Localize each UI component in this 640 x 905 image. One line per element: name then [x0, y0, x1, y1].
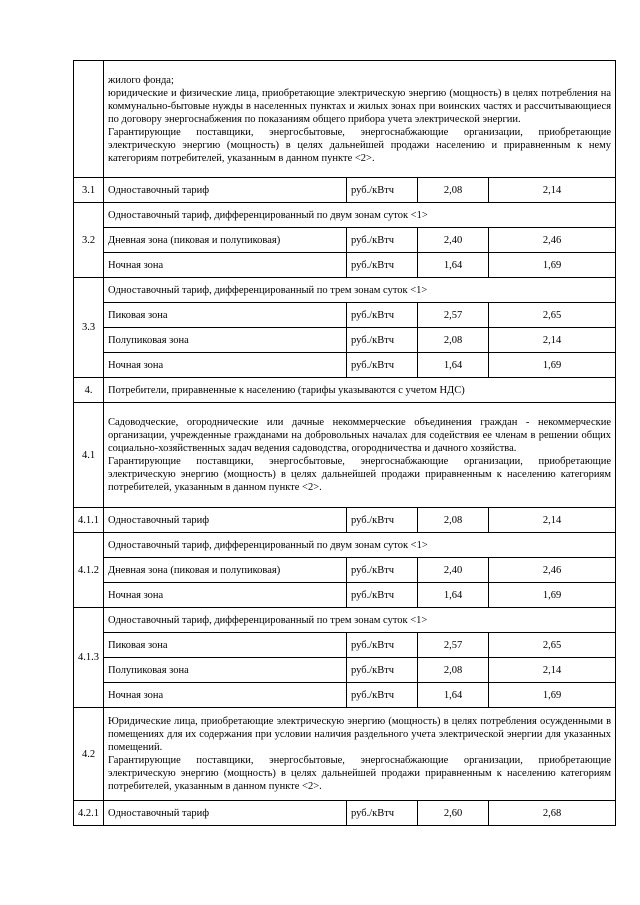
tariff-unit: руб./кВтч	[347, 228, 418, 253]
tariff-name: Одноставочный тариф	[104, 508, 347, 533]
table-row	[74, 533, 616, 558]
tariff-value-1: 2,08	[418, 328, 489, 353]
tariff-value-2: 2,68	[489, 801, 616, 826]
tariff-value-2: 2,14	[489, 658, 616, 683]
row-number: 4.1.1	[74, 508, 104, 533]
tariff-value-2: 1,69	[489, 583, 616, 608]
tariff-group-header: Одноставочный тариф, дифференцированный по трем зонам суток <1>	[104, 278, 616, 303]
tariff-unit: руб./кВтч	[347, 253, 418, 278]
table-row	[74, 608, 616, 633]
tariff-unit: руб./кВтч	[347, 328, 418, 353]
row-number-cell	[74, 61, 104, 178]
tariff-value-2: 2,14	[489, 328, 616, 353]
tariff-name: Полупиковая зона	[104, 328, 347, 353]
tariff-unit: руб./кВтч	[347, 683, 418, 708]
table-row	[74, 633, 616, 658]
table-row	[74, 378, 616, 403]
tariff-value-1: 2,40	[418, 228, 489, 253]
tariff-name: Пиковая зона	[104, 633, 347, 658]
table-row	[74, 801, 616, 826]
table-row	[74, 178, 616, 203]
row-number: 3.3	[74, 278, 104, 378]
section-title: Потребители, приравненные к населению (тарифы указываются с учетом НДС)	[104, 378, 616, 403]
description-line: Гарантирующие поставщики, энергосбытовые, энергоснабжающие организации, приобретающие электрическую энергию (мощность) в целях дальнейшей продажи приравненным к населению категориям потребителей, указанным в данном пункте <2>.	[108, 456, 612, 493]
tariff-group-header: Одноставочный тариф, дифференцированный по двум зонам суток <1>	[104, 533, 616, 558]
tariff-value-1: 1,64	[418, 253, 489, 278]
table-row	[74, 658, 616, 683]
tariff-unit: руб./кВтч	[347, 178, 418, 203]
table-row	[74, 353, 616, 378]
tariff-value-1: 2,08	[418, 508, 489, 533]
row-number: 3.2	[74, 203, 104, 278]
row-number: 4.2.1	[74, 801, 104, 826]
table-row	[74, 228, 616, 253]
tariff-unit: руб./кВтч	[347, 583, 418, 608]
table-row	[74, 203, 616, 228]
description-cell	[104, 61, 616, 178]
table-row	[74, 683, 616, 708]
tariff-unit: руб./кВтч	[347, 353, 418, 378]
row-number: 4.1	[74, 403, 104, 508]
tariff-unit: руб./кВтч	[347, 658, 418, 683]
table-row	[74, 278, 616, 303]
tariff-value-2: 2,65	[489, 303, 616, 328]
description-cell	[104, 708, 616, 801]
table-row	[74, 303, 616, 328]
tariff-value-1: 2,08	[418, 178, 489, 203]
description-line: Гарантирующие поставщики, энергосбытовые, энергоснабжающие организации, приобретающие электрическую энергию (мощность) в целях дальнейшей продажи приравненным к населению категориям потребителей, указанным в данном пункте <2>.	[108, 755, 612, 792]
tariff-value-2: 1,69	[489, 683, 616, 708]
description-line: Гарантирующие поставщики, энергосбытовые, энергоснабжающие организации, приобретающие электрическую энергию (мощность) в целях дальнейшей продажи населению и приравненным к нему категориям потребителей, указанным в данном пункте <2>.	[108, 126, 612, 164]
table-row	[74, 508, 616, 533]
description-cell	[104, 403, 616, 508]
row-number: 4.2	[74, 708, 104, 801]
tariff-value-1: 1,64	[418, 683, 489, 708]
tariff-value-2: 1,69	[489, 253, 616, 278]
tariff-value-2: 2,46	[489, 558, 616, 583]
description-line: Садоводческие, огороднические или дачные некоммерческие объединения граждан - некоммерческие организации, учрежденные гражданами на добровольных началах для содействия ее членам в решении общих социально-хозяйственных задач ведения садоводства, огородничества и дачного хозяйства.	[108, 417, 612, 454]
tariff-name: Полупиковая зона	[104, 658, 347, 683]
table-row	[74, 583, 616, 608]
tariff-table	[73, 60, 616, 826]
tariff-value-2: 2,46	[489, 228, 616, 253]
tariff-value-1: 2,57	[418, 303, 489, 328]
tariff-name: Ночная зона	[104, 683, 347, 708]
description-line: юридические и физические лица, приобретающие электрическую энергию (мощность) в целях потребления на коммунально-бытовые нужды в населенных пунктах и жилых зонах при воинских частях и рассчитывающиеся по договору энергоснабжения по показаниям общего прибора учета электрической энергии.	[108, 87, 612, 125]
table-row	[74, 558, 616, 583]
tariff-value-2: 2,65	[489, 633, 616, 658]
tariff-value-2: 2,14	[489, 178, 616, 203]
tariff-value-2: 2,14	[489, 508, 616, 533]
tariff-unit: руб./кВтч	[347, 303, 418, 328]
tariff-name: Ночная зона	[104, 353, 347, 378]
tariff-value-1: 1,64	[418, 583, 489, 608]
row-number: 3.1	[74, 178, 104, 203]
tariff-name: Одноставочный тариф	[104, 801, 347, 826]
tariff-unit: руб./кВтч	[347, 801, 418, 826]
row-number: 4.	[74, 378, 104, 403]
table-row	[74, 708, 616, 801]
tariff-value-1: 2,40	[418, 558, 489, 583]
table-row	[74, 253, 616, 278]
tariff-group-header: Одноставочный тариф, дифференцированный по двум зонам суток <1>	[104, 203, 616, 228]
tariff-value-1: 1,64	[418, 353, 489, 378]
description-line: Юридические лица, приобретающие электрическую энергию (мощность) в целях потребления осужденными в помещениях для их содержания при условии наличия раздельного учета электрической энергии для указанных помещений.	[108, 716, 612, 753]
tariff-unit: руб./кВтч	[347, 508, 418, 533]
row-number: 4.1.2	[74, 533, 104, 608]
tariff-value-2: 1,69	[489, 353, 616, 378]
table-row	[74, 403, 616, 508]
tariff-group-header: Одноставочный тариф, дифференцированный по трем зонам суток <1>	[104, 608, 616, 633]
table-row	[74, 328, 616, 353]
tariff-value-1: 2,08	[418, 658, 489, 683]
tariff-unit: руб./кВтч	[347, 633, 418, 658]
tariff-name: Дневная зона (пиковая и полупиковая)	[104, 558, 347, 583]
tariff-unit: руб./кВтч	[347, 558, 418, 583]
tariff-name: Ночная зона	[104, 253, 347, 278]
tariff-name: Ночная зона	[104, 583, 347, 608]
description-line: жилого фонда;	[108, 74, 174, 86]
tariff-name: Дневная зона (пиковая и полупиковая)	[104, 228, 347, 253]
row-number: 4.1.3	[74, 608, 104, 708]
tariff-name: Пиковая зона	[104, 303, 347, 328]
tariff-value-1: 2,60	[418, 801, 489, 826]
tariff-name: Одноставочный тариф	[104, 178, 347, 203]
tariff-value-1: 2,57	[418, 633, 489, 658]
table-row	[74, 61, 616, 178]
